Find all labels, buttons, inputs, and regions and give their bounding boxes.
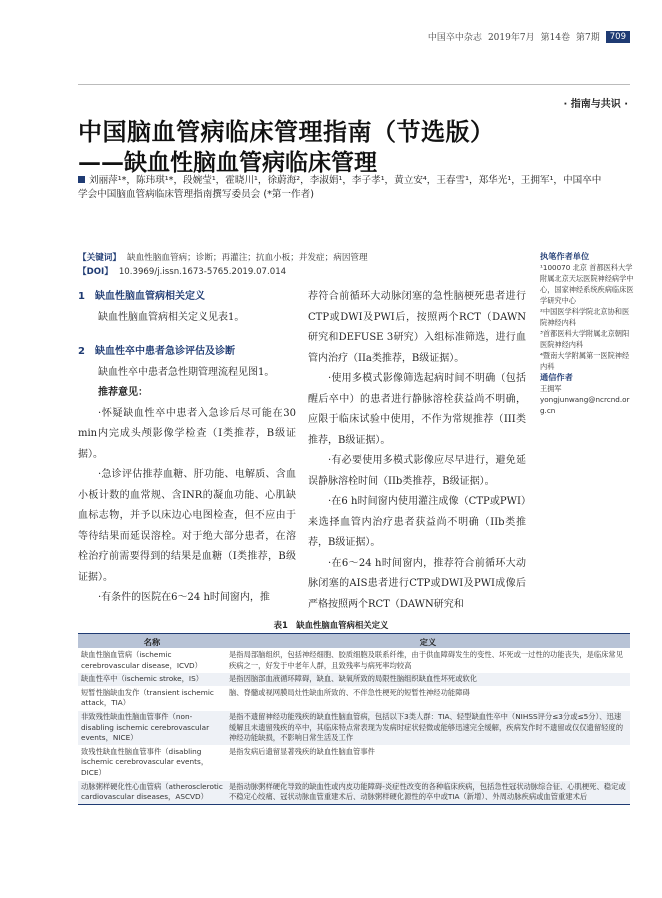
keywords-label: 【关键词】: [78, 253, 121, 263]
recommendation-heading: 推荐意见：: [98, 387, 148, 398]
keywords-text: 缺血性脑血管病；诊断；再灌注；抗血小板；并发症；病因管理: [126, 253, 368, 263]
table-row: [78, 710, 630, 745]
keywords-line: [78, 251, 518, 265]
cell-definition: 脑、脊髓或视网膜局灶性缺血所致的、不伴急性梗死的短暂性神经功能障碍: [229, 687, 470, 697]
section-1-heading: 1 缺血性脑血管病相关定义: [78, 291, 205, 302]
recommendation-3-cont: 荐符合前循环大动脉闭塞的急性脑梗死患者进行CTP或DWI及PWI后，按照两个RCT（DAWN研究和DEFUSE 3研究）入组标准筛选，进行血管内治疗（IIa类推荐，B级证据）。: [308, 291, 526, 364]
recommendation-4: ·使用多模式影像筛选起病时间不明确（包括醒后卒中）的患者进行静脉溶栓获益尚不明确，应限于临床试验中使用，不作为常规推荐（III类推荐，B级证据）。: [308, 373, 526, 446]
issue: 第7期: [576, 33, 600, 43]
cell-term: 短暂性脑缺血发作（transient ischemic attack，TIA）: [81, 687, 214, 708]
cell-definition: 是指发病后遗留显著残疾的缺血性脑血管事件: [229, 746, 375, 756]
cell-term: 动脉粥样硬化性心血管病（atherosclerotic cardiovascular diseases，ASCVD）: [81, 781, 223, 802]
recommendation-5: ·有必要使用多模式影像应尽早进行，避免延误静脉溶栓时间（IIb类推荐，B级证据）。: [308, 455, 526, 487]
unit-1: ¹100070 北京 首都医科大学附属北京天坛医院神经病学中心，国家神经系统疾病临床医学研究中心: [540, 263, 634, 305]
cell-definition: 是指动脉粥样硬化导致的缺血性或内皮功能障碍-炎症性改变的各种临床疾病，包括急性冠状动脉综合征、心肌梗死、稳定或不稳定心绞痛、冠状动脉血管重建术后、动脉粥样硬化源性的卒中或TIA（新增）、外周动脉疾病或血管重建术后: [229, 781, 626, 802]
issue-date: 2019年7月: [487, 33, 535, 43]
table-title: 表1 缺血性脑血管病相关定义: [273, 620, 389, 630]
corr-email: yongjunwang@ncrcnd.org.cn: [540, 395, 630, 415]
title-line-1: 中国脑血管病临床管理指南（节选版）: [78, 117, 495, 146]
running-header: [428, 30, 630, 43]
cell-term: 缺血性脑血管病（ischemic cerebrovascular disease，ICVD）: [81, 650, 202, 670]
authors-text: 刘丽萍¹*，陈玮琪¹*，段婉莹¹，霍晓川¹，徐蔚海²，李淑娟¹，李子孝¹，黄立安⁴，王春雪¹，郑华光¹，王拥军¹，中国卒中学会中国脑血管病临床管理指南撰写委员会 (*第一作者): [78, 175, 602, 200]
doi-text: 10.3969/j.issn.1673-5765.2019.07.014: [118, 267, 287, 277]
recommendation-7: ·在6～24 h时间窗内，推荐符合前循环大动脉闭塞的AIS患者进行CTP或DWI及PWI成像后严格按照两个RCT（DAWN研究和: [308, 557, 526, 610]
unit-heading: 执笔作者单位: [540, 251, 590, 261]
unit-4: ⁴暨南大学附属第一医院神经内科: [540, 351, 630, 371]
cell-definition: 是指局部脑组织，包括神经细胞、胶质细胞及联系纤维，由于供血障碍发生的变性、坏死或一过性的功能丧失，是临床常见疾病之一，好发于中老年人群，且致残率与病死率均较高: [229, 650, 624, 670]
recommendation-2: ·急诊评估推荐血糖、肝功能、电解质、含血小板计数的血常规、含INR的凝血功能、心肌缺血标志物，并予以床边心电图检查，但不应由于等待结果而延误溶栓。对于绝大部分患者，在溶栓治疗前需要得到的结果是血糖（I类推荐，B级证据）。: [78, 469, 296, 583]
table-header: [78, 634, 630, 648]
table-body: [78, 648, 630, 804]
definitions-table: [78, 633, 630, 805]
author-sidebar: [540, 251, 636, 416]
table-row: [78, 648, 630, 672]
corr-heading: 通信作者: [540, 372, 573, 382]
cell-definition: 是指不遗留神经功能残疾的缺血性脑血管病，包括以下3类人群：TIA、轻型缺血性卒中（NIHSS评分≤3分或≤5分）、迅速缓解且未遗留残疾的卒中，其临床特点常表现为发病时症状轻微或能够迅速完全缓解，疾病发作时不遗留或仅仅遗留轻度的神经功能缺损，不影响日常生活及工作: [229, 711, 624, 743]
journal-name: 中国卒中杂志: [427, 33, 482, 43]
table-row: [78, 672, 630, 686]
corr-name: 王拥军: [540, 384, 562, 393]
spacer: [78, 328, 296, 342]
header-rule: [78, 84, 630, 85]
keywords-block: [78, 251, 518, 279]
header-name: 名称: [143, 637, 161, 647]
cell-definition: 是指因脑部血液循环障碍，缺血、缺氧所致的局限性脑组织缺血性坏死或软化: [229, 674, 478, 684]
unit-3: ³首都医科大学附属北京朝阳医院神经内科: [540, 329, 630, 349]
section-2-paragraph: 缺血性卒中患者急性期管理流程见图1。: [98, 366, 275, 378]
recommendation-1: ·怀疑缺血性卒中患者入急诊后尽可能在30 min内完成头颅影像学检查（I类推荐，B级证据）。: [78, 407, 296, 460]
doi-line: [78, 265, 518, 279]
column-tag: · 指南与共识 ·: [563, 99, 628, 110]
unit-2: ²中国医学科学院北京协和医院神经内科: [540, 307, 630, 327]
body-column-right: [308, 287, 526, 615]
cell-term: 致残性缺血性脑血管事件（disabling ischemic cerebrovascular events，DICE）: [81, 746, 209, 777]
recommendation-3: ·有条件的医院在6～24 h时间窗内，推: [98, 592, 270, 603]
table-row: [78, 745, 630, 780]
page-number: 709: [606, 31, 630, 43]
title-line-2: ——缺血性脑血管病临床管理: [78, 149, 377, 176]
section-2-heading: 2 缺血性卒中患者急诊评估及诊断: [78, 346, 235, 357]
cell-term: 非致残性缺血性脑血管事件（non-disabling ischemic cerebrovascular events，NICE）: [81, 711, 210, 743]
header-definition: 定义: [419, 637, 437, 647]
section-1-paragraph: 缺血性脑血管病相关定义见表1。: [98, 311, 245, 323]
body-column-left: [78, 287, 296, 609]
author-list: [78, 174, 608, 202]
square-bullet-icon: [78, 176, 85, 183]
table-row: [78, 780, 630, 804]
cell-term: 缺血性卒中（ischemic stroke，IS）: [81, 674, 204, 684]
volume: 第14卷: [540, 33, 571, 43]
table-row: [78, 686, 630, 710]
recommendation-6: ·在6 h时间窗内使用灌注成像（CTP或PWI）来选择血管内治疗患者获益尚不明确（IIb类推荐，B级证据）。: [308, 496, 526, 548]
doi-label: 【DOI】: [78, 267, 113, 277]
